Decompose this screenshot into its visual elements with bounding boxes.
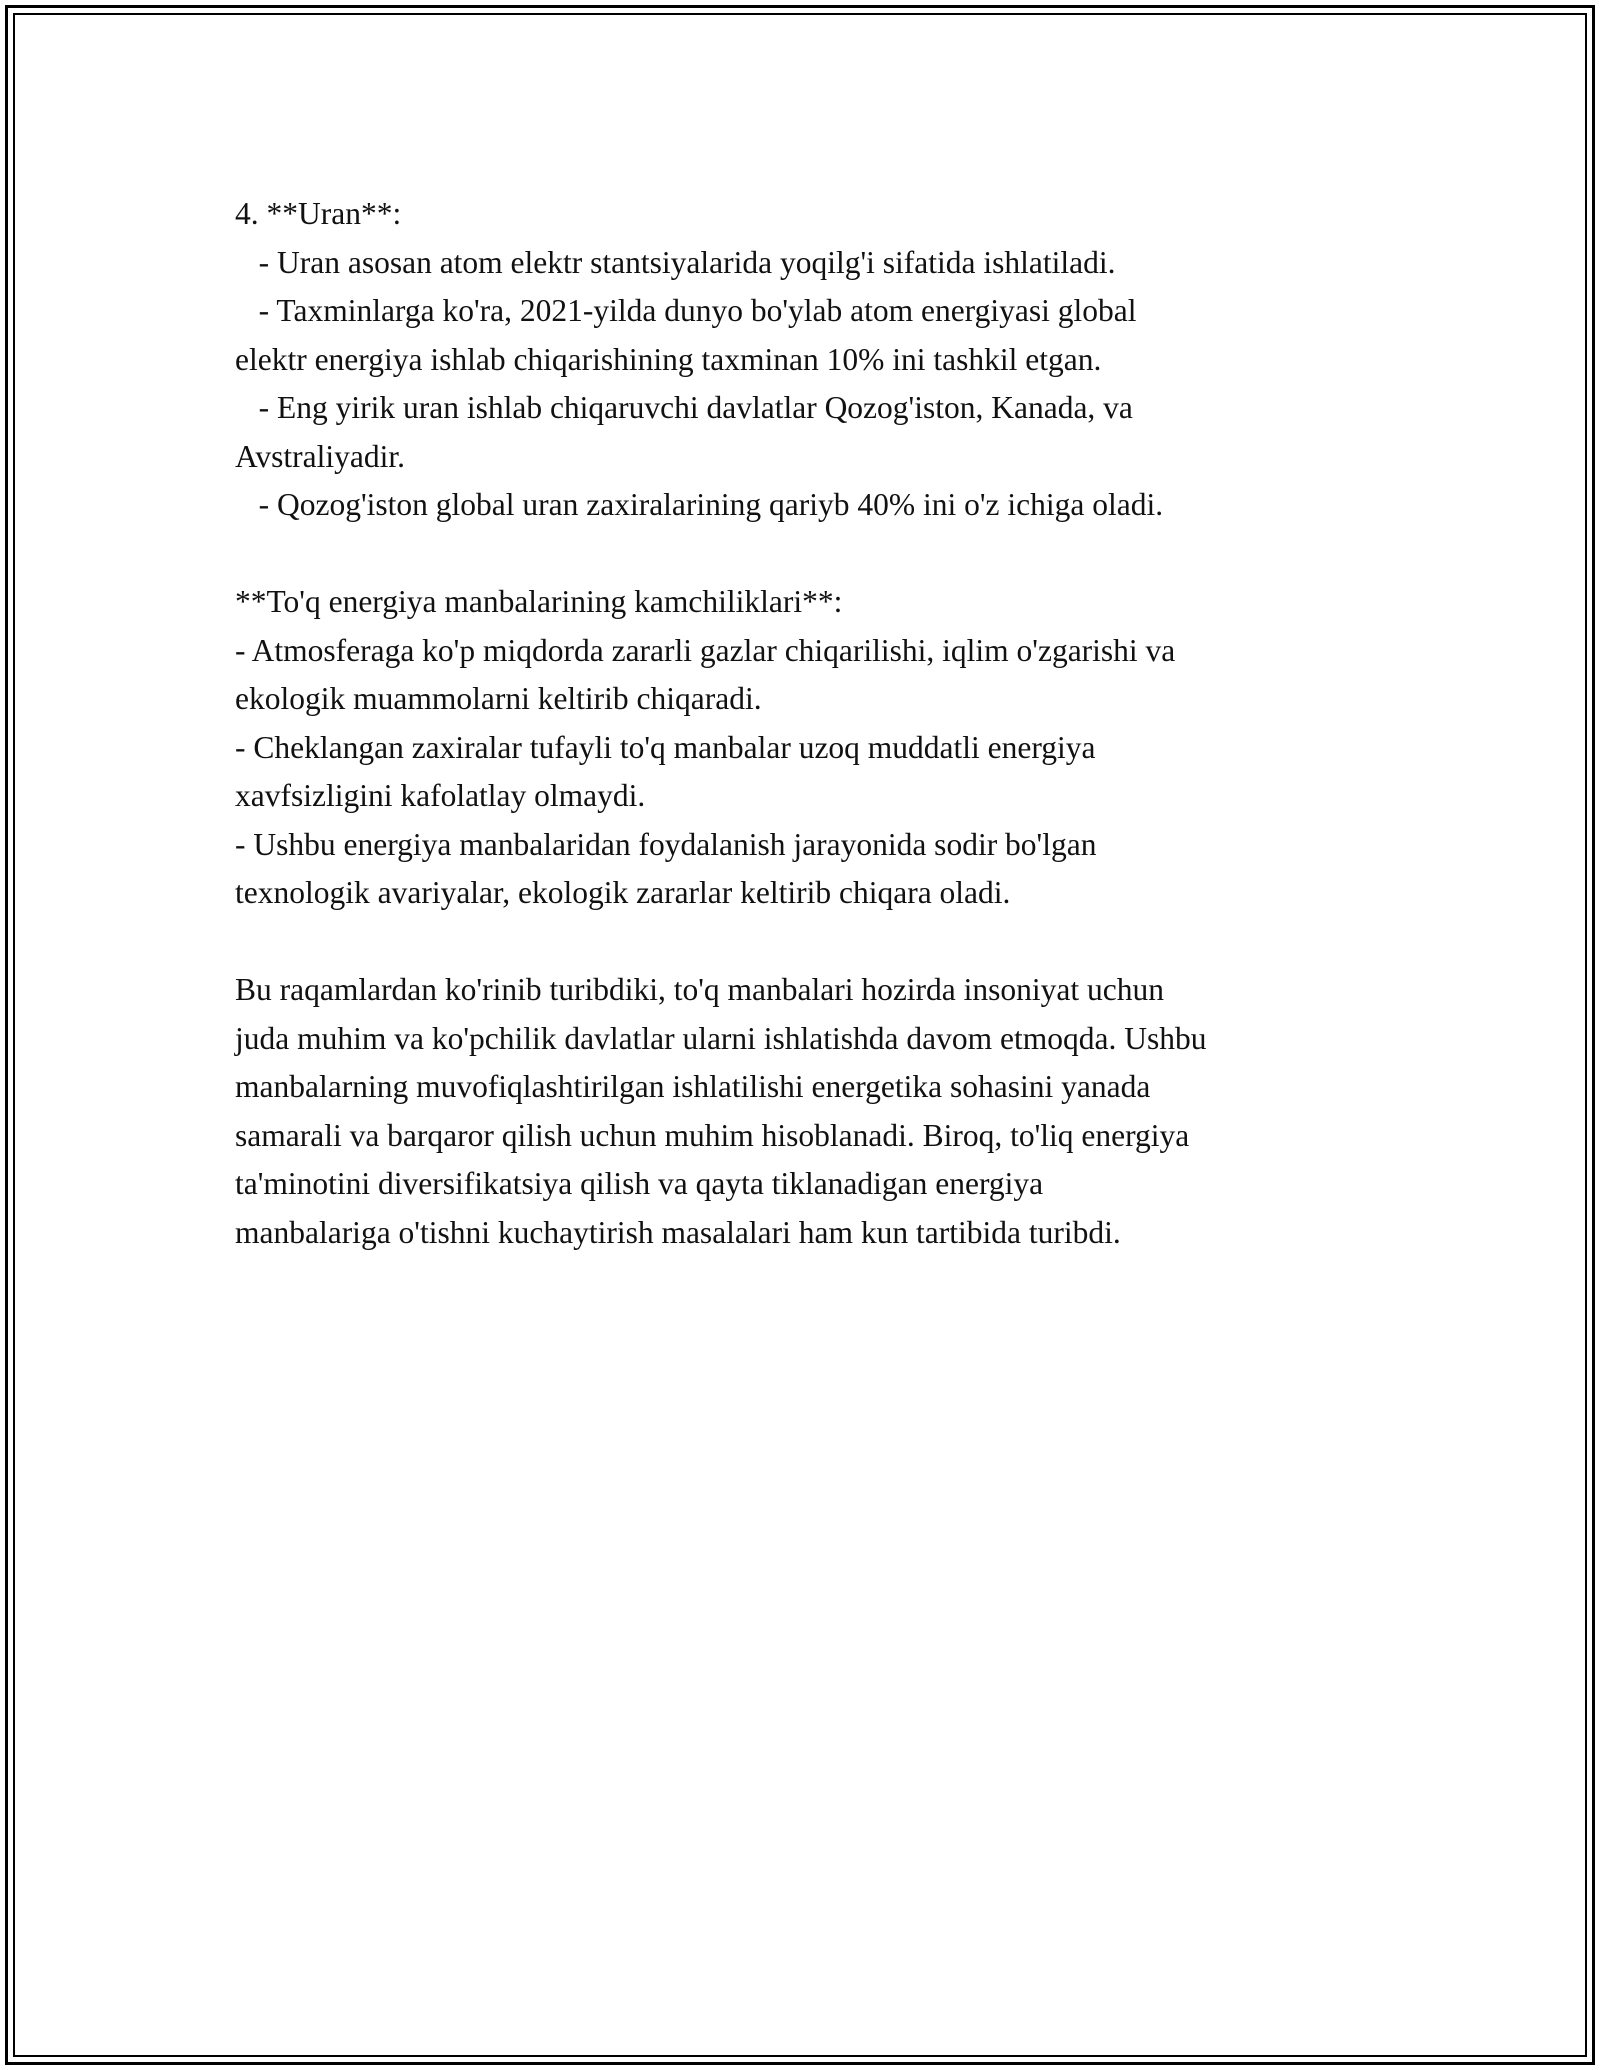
drawbacks-line: - Atmosferaga ko'p miqdorda zararli gazlar chiqarilishi, iqlim o'zgarishi va: [235, 632, 1176, 668]
conclusion-line: samarali va barqaror qilish uchun muhim hisoblanadi. Biroq, to'liq energiya: [235, 1117, 1190, 1153]
conclusion-line: ta'minotini diversifikatsiya qilish va qayta tiklanadigan energiya: [235, 1166, 1044, 1201]
uranium-line: - Uran asosan atom elektr stantsiyalarida yoqilg'i sifatida ishlatiladi.: [235, 244, 1116, 280]
conclusion-line: manbalariga o'tishni kuchaytirish masalalari ham kun tartibida turibdi.: [235, 1214, 1121, 1250]
conclusion-line: juda muhim va ko'pchilik davlatlar ularni ishlatishda davom etmoqda. Ushbu: [235, 1020, 1207, 1056]
conclusion-section: [235, 966, 1395, 1257]
drawbacks-section: [235, 578, 1395, 918]
paragraph-spacer: [235, 530, 1395, 579]
uranium-line: - Eng yirik uran ishlab chiqaruvchi davlatlar Qozog'iston, Kanada, va: [235, 390, 1133, 425]
uranium-line: elektr energiya ishlab chiqarishining taxminan 10% ini tashkil etgan.: [235, 341, 1102, 377]
conclusion-line: manbalarning muvofiqlashtirilgan ishlatilishi energetika sohasini yanada: [235, 1069, 1151, 1104]
drawbacks-line: xavfsizligini kafolatlay olmaydi.: [235, 778, 646, 813]
document-body: [235, 190, 1395, 1257]
uranium-line: Avstraliyadir.: [235, 438, 406, 474]
paragraph-spacer: [235, 918, 1395, 967]
drawbacks-line: - Cheklangan zaxiralar tufayli to'q manbalar uzoq muddatli energiya: [235, 729, 1096, 765]
drawbacks-heading: **To'q energiya manbalarining kamchiliklari**:: [235, 584, 843, 619]
drawbacks-line: - Ushbu energiya manbalaridan foydalanish jarayonida sodir bo'lgan: [235, 826, 1097, 862]
uranium-line: - Qozog'iston global uran zaxiralarining qariyb 40% ini o'z ichiga oladi.: [235, 487, 1164, 522]
uranium-line: - Taxminlarga ko'ra, 2021-yilda dunyo bo'ylab atom energiyasi global: [235, 293, 1137, 328]
drawbacks-line: ekologik muammolarni keltirib chiqaradi.: [235, 681, 762, 716]
drawbacks-line: texnologik avariyalar, ekologik zararlar keltirib chiqara oladi.: [235, 875, 1011, 910]
uranium-section: [235, 190, 1395, 530]
uranium-heading: 4. **Uran**:: [235, 196, 402, 231]
conclusion-line: Bu raqamlardan ko'rinib turibdiki, to'q manbalari hozirda insoniyat uchun: [235, 972, 1165, 1007]
